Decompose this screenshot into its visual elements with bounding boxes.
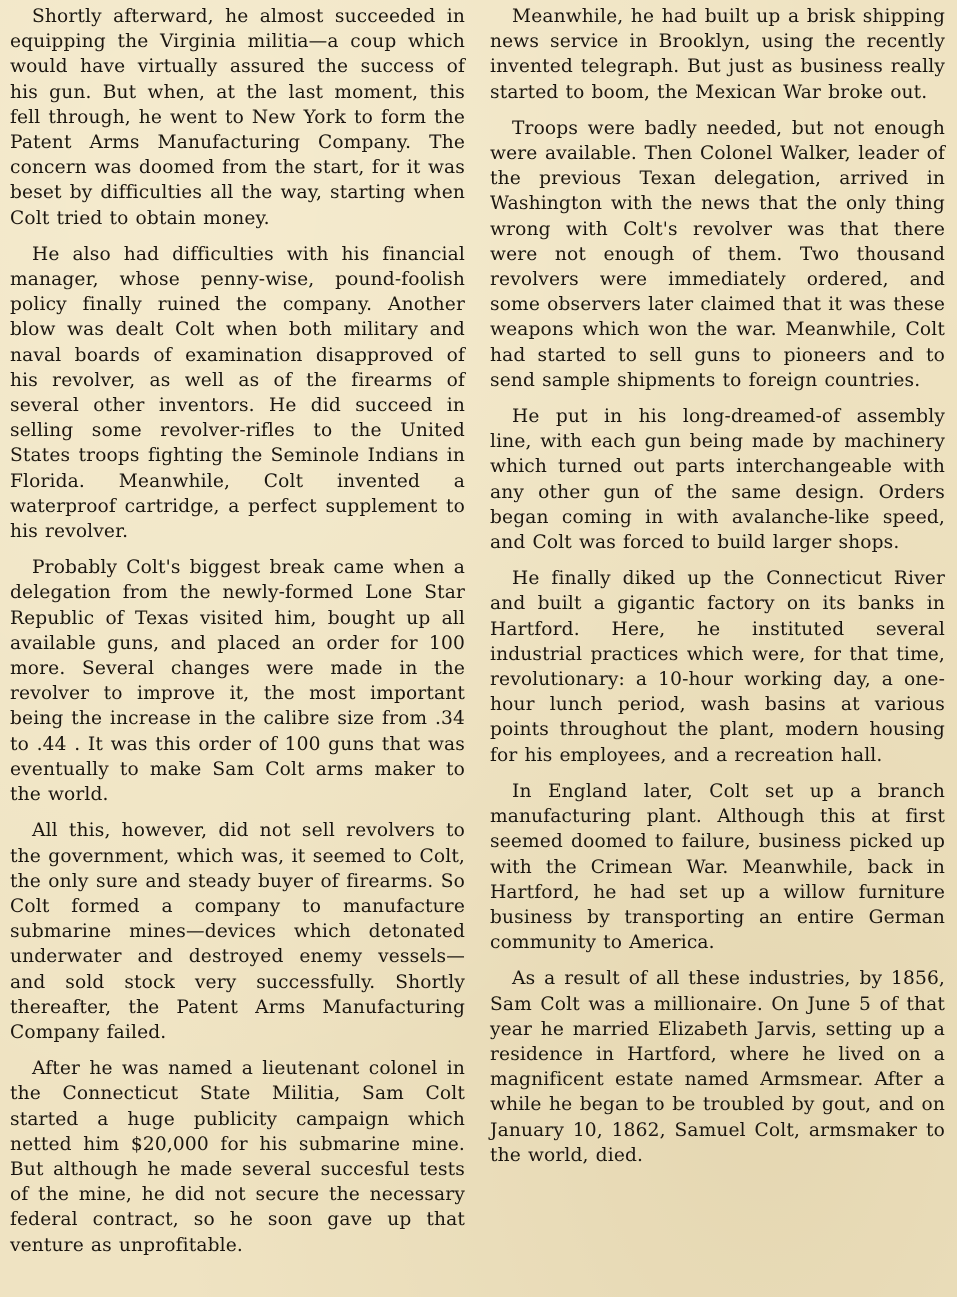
right-column [490, 4, 945, 1179]
paragraph: Meanwhile, he had built up a brisk shipping news service in Brooklyn, using the recently invented telegraph. But just as business really started to boom, the Mexican War broke out. [490, 6, 945, 103]
paragraph: After he was named a lieutenant colonel in the Connecticut State Militia, Sam Colt started a huge publicity campaign which netted him $20,000 for his submarine mine. But although he made several succesful tests of the mine, he did not secure the necessary federal contract, so he soon gave up that venture as unprofitable. [10, 1058, 465, 1256]
paragraph: He also had difficulties with his financial manager, whose penny-wise, pound-foolish policy finally ruined the company. Another blow was dealt Colt when both military and naval boards of examination disapproved of his revolver, as well as of the firearms of several other inventors. He did succeed in selling some revolver-rifles to the United States troops fighting the Seminole Indians in Florida. Meanwhile, Colt invented a waterproof cartridge, a perfect supplement to his revolver. [10, 243, 465, 543]
column-gutter [476, 0, 477, 1297]
left-column [10, 4, 465, 1269]
paragraph: Probably Colt's biggest break came when a delegation from the newly-formed Lone Star Republic of Texas visited him, bought up all available guns, and placed an order for 100 more. Several changes were made in the revolver to improve it, the most important being the increase in the calibre size from .34 to .44 . It was this order of 100 guns that was eventually to make Sam Colt arms maker to the world. [10, 557, 465, 806]
paragraph: He put in his long-dreamed-of assembly line, with each gun being made by machinery which turned out parts interchangeable with any other gun of the same design. Orders began coming in with avalanche-like speed, and Colt was forced to build larger shops. [490, 406, 945, 554]
paragraph: All this, however, did not sell revolvers to the government, which was, it seemed to Colt, the only sure and steady buyer of firearms. So Colt formed a company to manufacture submarine mines—devices which detonated underwater and destroyed enemy vessels—and sold stock very successfully. Shortly thereafter, the Patent Arms Manufacturing Company failed. [10, 820, 465, 1043]
paragraph: As a result of all these industries, by 1856, Sam Colt was a millionaire. On June 5 of that year he married Elizabeth Jarvis, setting up a residence in Hartford, where he lived on a magnificent estate named Armsmear. After a while he began to be troubled by gout, and on January 10, 1862, Samuel Colt, armsmaker to the world, died. [490, 968, 945, 1166]
paragraph: In England later, Colt set up a branch manufacturing plant. Although this at first seemed doomed to failure, business picked up with the Crimean War. Meanwhile, back in Hartford, he had set up a willow furniture business by transporting an entire German community to America. [490, 780, 945, 954]
paragraph: Troops were badly needed, but not enough were available. Then Colonel Walker, leader of the previous Texan delegation, arrived in Washington with the news that the only thing wrong with Colt's revolver was that there were not enough of them. Two thousand revolvers were immediately ordered, and some observers later claimed that it was these weapons which won the war. Meanwhile, Colt had started to sell guns to pioneers and to send sample shipments to foreign countries. [490, 117, 945, 391]
paragraph: He finally diked up the Connecticut River and built a gigantic factory on its banks in Hartford. Here, he instituted several industrial practices which were, for that time, revolutionary: a 10-hour working day, a one-hour lunch period, wash basins at various points throughout the plant, modern housing for his employees, and a recreation hall. [490, 568, 945, 766]
paragraph: Shortly afterward, he almost succeeded in equipping the Virginia militia—a coup which would have virtually assured the success of his gun. But when, at the last moment, this fell through, he went to New York to form the Patent Arms Manufacturing Company. The concern was doomed from the start, for it was beset by difficulties all the way, starting when Colt tried to obtain money. [10, 6, 465, 229]
